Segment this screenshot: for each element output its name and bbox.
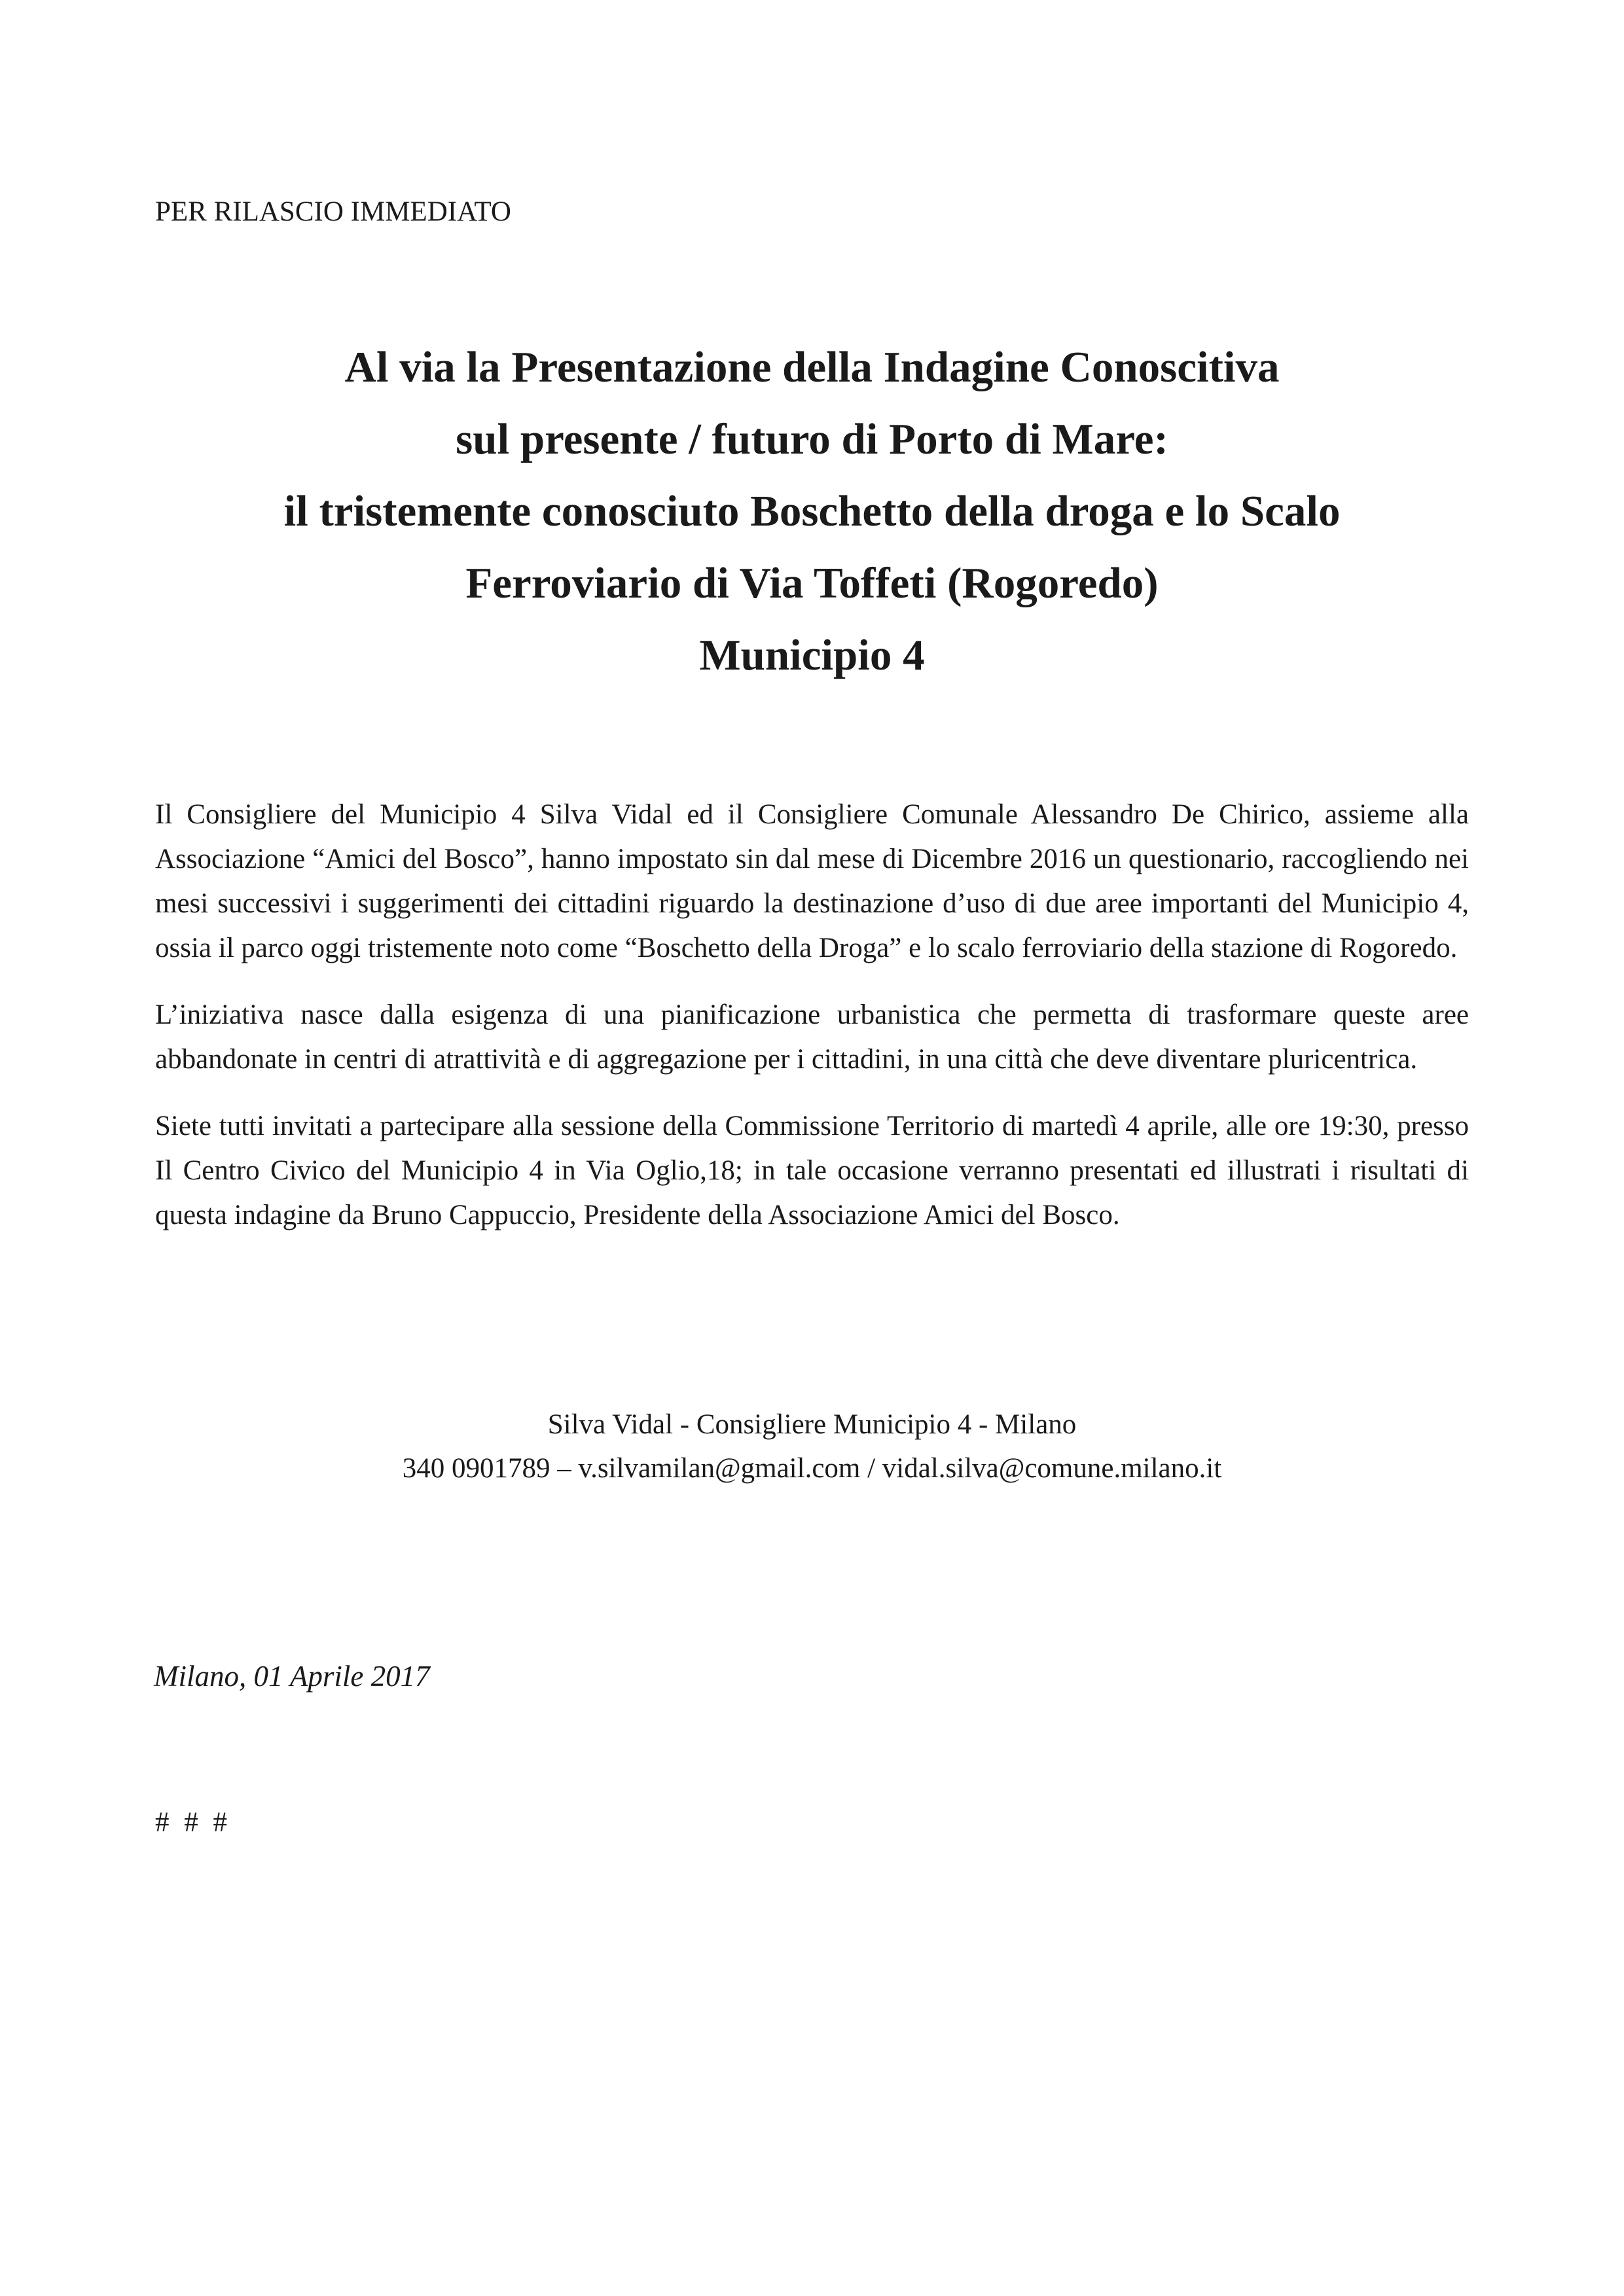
body-text [155,793,1469,1260]
date-line: Milano, 01 Aprile 2017 [154,1660,430,1693]
title-line: Al via la Presentazione della Indagine Conoscitiva [344,343,1280,391]
title-line: sul presente / futuro di Porto di Mare: [456,415,1168,463]
signature-name: Silva Vidal - Consigliere Municipio 4 - Milano [547,1409,1077,1440]
paragraph: L’iniziativa nasce dalla esigenza di una pianificazione urbanistica che permetta di trasformare queste aree abbandonate in centri di atrattività e di aggregazione per i cittadini, in una città che deve diventare pluricentrica. [155,999,1469,1075]
title-line: Ferroviario di Via Toffeti (Rogoredo) [465,559,1159,607]
title-line: Municipio 4 [699,631,925,679]
release-label: PER RILASCIO IMMEDIATO [155,196,511,227]
signature-block [155,1403,1469,1490]
end-marks: # # # [155,1807,231,1838]
signature-contact: 340 0901789 – v.silvamilan@gmail.com / vidal.silva@comune.milano.it [402,1453,1222,1484]
paragraph: Il Consigliere del Municipio 4 Silva Vidal ed il Consigliere Comunale Alessandro De Chirico, assieme alla Associazione “Amici del Bosco”, hanno impostato sin dal mese di Dicembre 2016 un questionario, raccogliendo nei mesi successivi i suggerimenti dei cittadini riguardo la destinazione d’uso di due aree importanti del Municipio 4, ossia il parco oggi tristemente noto come “Boschetto della Droga” e lo scalo ferroviario della stazione di Rogoredo. [155,799,1469,963]
paragraph: Siete tutti invitati a partecipare alla sessione della Commissione Territorio di martedì 4 aprile, alle ore 19:30, presso Il Centro Civico del Municipio 4 in Via Oglio,18; in tale occasione verranno presentati ed illustrati i risultati di questa indagine da Bruno Cappuccio, Presidente della Associazione Amici del Bosco. [155,1111,1469,1230]
document-title [155,331,1469,691]
title-line: il tristemente conosciuto Boschetto della droga e lo Scalo [283,487,1341,535]
